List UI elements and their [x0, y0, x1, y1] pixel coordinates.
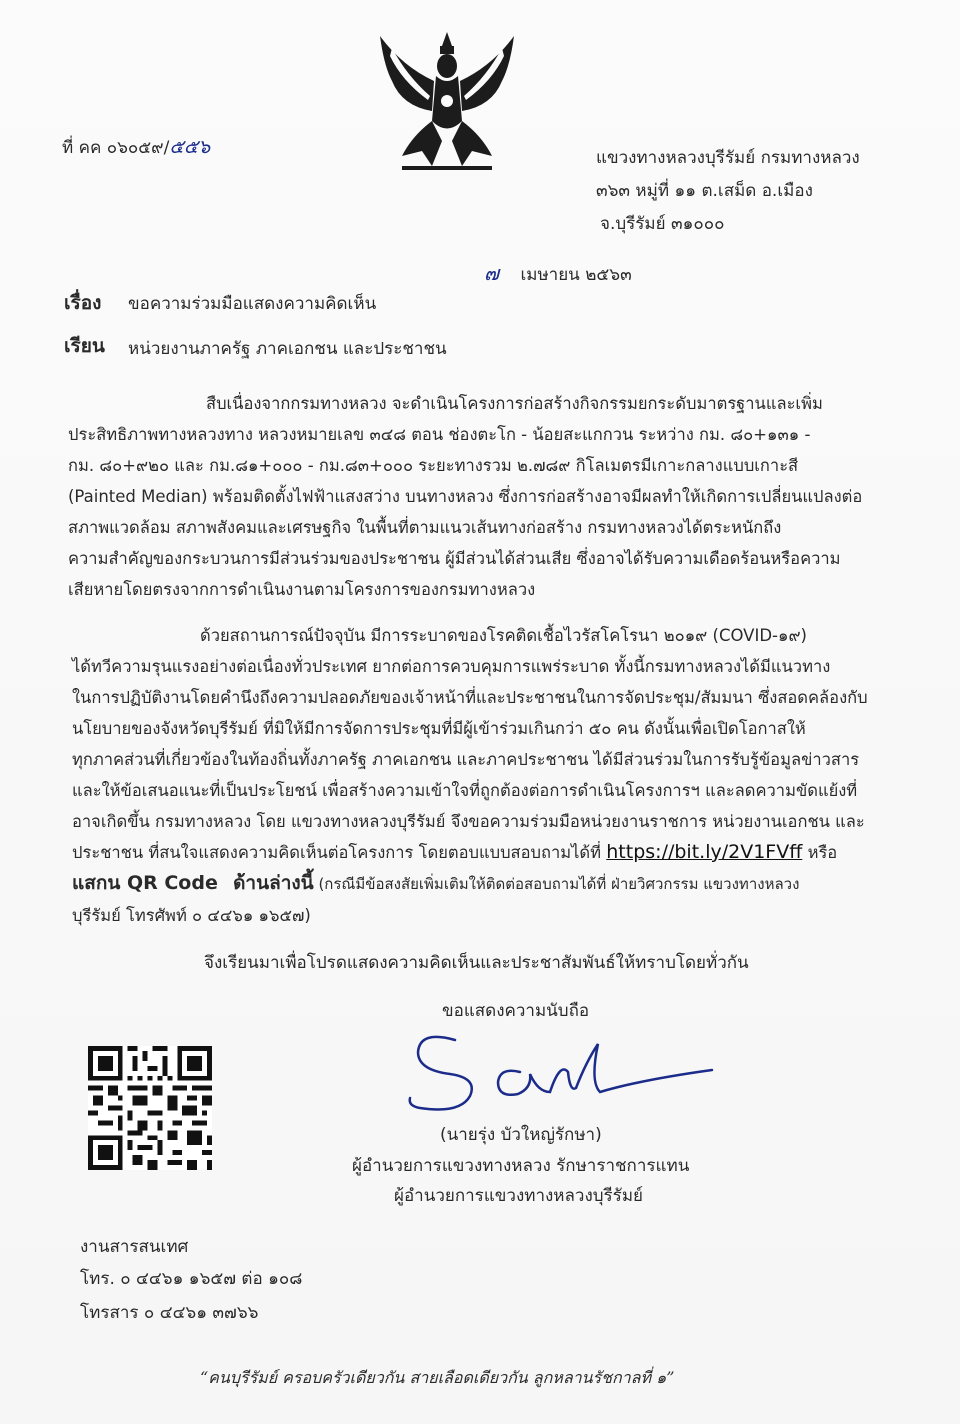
closing-sentence: จึงเรียนมาเพื่อโปรดแสดงความคิดเห็นและประชาสัมพันธ์ให้ทราบโดยทั่วกัน [204, 953, 749, 973]
paragraph-1 [68, 388, 898, 605]
subject-text: ขอความร่วมมือแสดงความคิดเห็น [128, 294, 377, 314]
sender-line-1: แขวงทางหลวงบุรีรัมย์ กรมทางหลวง [596, 148, 860, 168]
link-line-after: หรือ [802, 843, 838, 862]
paragraph-2-line: ในการปฏิบัติงานโดยคำนึงถึงความปลอดภัยของเจ้าหน้าที่และประชาชนในการจัดประชุม/สัมมนา ซึ่งสอดคล้องกับ [72, 688, 868, 707]
paragraph-2-qr-line [72, 868, 892, 900]
scan-qr-text: แสกน QR Code [72, 872, 218, 894]
sender-line-2: ๓๖๓ หมู่ที่ ๑๑ ต.เสม็ด อ.เมือง [596, 181, 813, 201]
subject-label: เรื่อง [64, 292, 102, 314]
link-line-before: ประชาชน ที่สนใจแสดงความคิดเห็นต่อโครงการ โดยตอบแบบสอบถามได้ที่ [72, 843, 607, 862]
footer-fax: โทรสาร ๐ ๔๔๖๑ ๓๗๖๖ [80, 1303, 259, 1323]
qr-line-rest: (กรณีมีข้อสงสัยเพิ่มเติมให้ติดต่อสอบถามได้ที่ ฝ่ายวิศวกรรม แขวงทางหลวง [313, 875, 800, 893]
document-number-handwritten: ๕๕๖ [169, 136, 211, 158]
regards: ขอแสดงความนับถือ [442, 1001, 590, 1021]
footer-unit: งานสารสนเทศ [80, 1237, 189, 1257]
paragraph-2-line: ได้ทวีความรุนแรงอย่างต่อเนื่องทั่วประเทศ ยากต่อการควบคุมการแพร่ระบาด ทั้งนี้กรมทางหลวงได้มีแนวทาง [72, 657, 831, 676]
signer-title-2: ผู้อำนวยการแขวงทางหลวงบุรีรัมย์ [394, 1186, 643, 1206]
paragraph-2-line: บุรีรัมย์ โทรศัพท์ ๐ ๔๔๖๑ ๑๖๕๗) [72, 906, 311, 925]
provincial-motto: “คนบุรีรัมย์ ครอบครัวเดียวกัน สายเลือดเดียวกัน ลูกหลานรัชกาลที่ ๑” [200, 1368, 675, 1387]
date-month-year: เมษายน ๒๕๖๓ [520, 265, 632, 285]
qr-code-icon[interactable] [88, 1046, 212, 1170]
signer-title-1: ผู้อำนวยการแขวงทางหลวง รักษาราชการแทน [352, 1156, 690, 1176]
recipient-text: หน่วยงานภาครัฐ ภาคเอกชน และประชาชน [128, 339, 447, 359]
paragraph-1-line: ประสิทธิภาพทางหลวงทาง หลวงหมายเลข ๓๔๘ ตอน ช่องตะโก - น้อยสะแกกวน ระหว่าง กม. ๘๐+๑๓๑ - [68, 425, 811, 444]
paragraph-1-line: ความสำคัญของกระบวนการมีส่วนร่วมของประชาชน ผู้มีส่วนได้ส่วนเสีย ซึ่งอาจได้รับความเดือดร้อนหรือความ [68, 549, 841, 568]
signer-name: (นายรุ่ง บัวใหญ่รักษา) [440, 1125, 602, 1145]
sender-line-3: จ.บุรีรัมย์ ๓๑๐๐๐ [600, 214, 725, 234]
paragraph-2-line: นโยบายของจังหวัดบุรีรัมย์ ที่มิให้มีการจัดการประชุมที่มีผู้เข้าร่วมเกินกว่า ๕๐ คน ดังนั้นเพื่อเปิดโอกาสให้ [72, 719, 806, 738]
letter-date [484, 262, 632, 286]
signature-icon [400, 1022, 720, 1122]
paragraph-1-line: เสียหายโดยตรงจากการดำเนินงานตามโครงการของกรมทางหลวง [68, 580, 536, 599]
footer-tel: โทร. ๐ ๔๔๖๑ ๑๖๕๗ ต่อ ๑๐๘ [80, 1269, 303, 1289]
below-text: ด้านล่างนี้ [233, 872, 314, 894]
paragraph-2-line: อาจเกิดขึ้น กรมทางหลวง โดย แขวงทางหลวงบุรีรัมย์ จึงขอความร่วมมือหน่วยงานราชการ หน่วยงานเอกชน และ [72, 812, 865, 831]
paragraph-2-line: ทุกภาคส่วนที่เกี่ยวข้องในท้องถิ่นทั้งภาครัฐ ภาคเอกชน และภาคประชาชน ได้มีส่วนร่วมในการรับรู้ข้อมูลข่าวสาร [72, 750, 860, 769]
paragraph-2-line: ด้วยสถานการณ์ปัจจุบัน มีการระบาดของโรคติดเชื้อไวรัสโคโรนา ๒๐๑๙ (COVID-๑๙) [200, 626, 807, 645]
paragraph-1-line: (Painted Median) พร้อมติดตั้งไฟฟ้าแสงสว่าง บนทางหลวง ซึ่งการก่อสร้างอาจมีผลทำให้เกิดการเปลี่ยนแปลงต่อ [68, 487, 863, 506]
document-number-prefix: ที่ คค ๐๖๐๕๙/ [62, 138, 170, 158]
paragraph-1-line: กม. ๘๐+๙๒๐ และ กม.๘๑+๐๐๐ - กม.๘๓+๐๐๐ ระยะทางรวม ๒.๗๘๙ กิโลเมตรมีเกาะกลางแบบเกาะสี [68, 456, 799, 475]
paragraph-1-line: สืบเนื่องจากกรมทางหลวง จะดำเนินโครงการก่อสร้างกิจกรรมยกระดับมาตรฐานและเพิ่ม [206, 394, 823, 413]
date-day-handwritten: ๗ [484, 261, 500, 285]
document-number [62, 136, 210, 159]
survey-link[interactable]: https://bit.ly/2V1FVff [606, 841, 803, 863]
paragraph-2-line: และให้ข้อเสนอแนะที่เป็นประโยชน์ เพื่อสร้างความเข้าใจที่ถูกต้องต่อการดำเนินโครงการฯ และลดความขัดแย้งที่ [72, 781, 858, 800]
paragraph-2-link-line [72, 837, 892, 868]
paragraph-1-line: สภาพแวดล้อม สภาพสังคมและเศรษฐกิจ ในพื้นที่ตามแนวเส้นทางก่อสร้าง กรมทางหลวงได้ตระหนักถึง [68, 518, 782, 537]
paragraph-2 [72, 620, 892, 931]
recipient-label: เรียน [64, 335, 105, 357]
garuda-emblem-icon [372, 26, 522, 176]
